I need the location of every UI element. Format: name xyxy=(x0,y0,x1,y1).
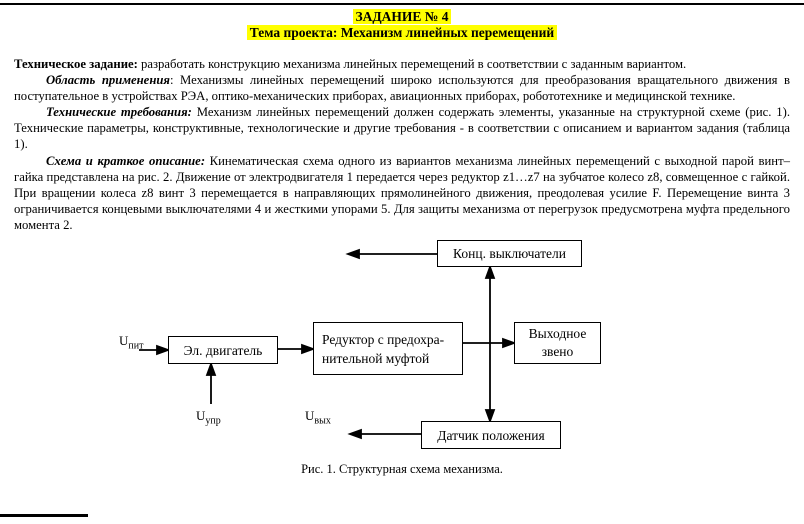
signal-subscript: упр xyxy=(205,415,221,427)
page-subtitle: Тема проекта: Механизм линейных перемещений xyxy=(247,25,557,40)
document-body xyxy=(14,56,790,233)
diagram-box-reducer xyxy=(313,322,463,375)
signal-base: U xyxy=(119,333,129,348)
diagram-box-output-link xyxy=(514,322,601,364)
paragraph-lead: Техническое задание: xyxy=(14,57,138,71)
signal-label-u-upr xyxy=(196,408,221,427)
diagram-box-limit-switches xyxy=(437,240,582,267)
paragraph-text: разработать конструкцию механизма линейных перемещений в соответствии с заданным вариантом. xyxy=(137,57,687,71)
signal-base: U xyxy=(196,408,206,423)
paragraph-lead: Технические требования: xyxy=(46,105,192,120)
box-label: Конц. выключатели xyxy=(453,246,566,261)
paragraph-lead: Схема и краткое описание: xyxy=(46,153,206,168)
paragraph-application-area xyxy=(14,72,790,104)
arrowhead-sensor-to-u-vyh xyxy=(350,430,361,438)
diagram-box-motor xyxy=(168,336,278,364)
box-label: Эл. двигатель xyxy=(183,342,263,358)
signal-subscript: вых xyxy=(314,415,331,427)
signal-label-u-vyh xyxy=(305,408,331,427)
arrowhead-u-upr-to-motor xyxy=(207,364,215,375)
arrowhead-motor-to-reducer xyxy=(302,345,313,353)
title-line xyxy=(0,9,804,25)
box-label-line2: нительной муфтой xyxy=(322,350,430,366)
box-label-line1: Выходное xyxy=(528,326,587,341)
arrowhead-limit-switches-out xyxy=(348,250,359,258)
subtitle-line xyxy=(0,25,804,41)
box-label-line2: звено xyxy=(541,344,574,359)
structure-diagram xyxy=(0,232,804,502)
top-border-line xyxy=(0,3,804,5)
paragraph-text: Механизм линейных перемещений должен содержать элементы, указанные на структурной схеме (рис. 1). Технические параметры, конструктивные, технологические и другие требования - в соответствии с описанием и вариантом задания (таблица 1). xyxy=(14,105,790,152)
paragraph-text: : Механизмы линейных перемещений широко используются для преобразования вращательного движения в поступательное в устройствах РЭА, оптико-механических приборах, авиационных приборах, робототехнике и медицинской технике. xyxy=(14,73,790,104)
arrowhead-u-pit-to-motor xyxy=(157,346,168,354)
box-label: Датчик положения xyxy=(437,427,545,443)
document-header xyxy=(0,0,804,41)
bottom-border-line xyxy=(0,514,88,517)
diagram-box-position-sensor xyxy=(421,421,561,449)
figure-caption: Рис. 1. Структурная схема механизма. xyxy=(301,462,503,476)
arrowhead-reducer-to-output xyxy=(503,339,514,347)
arrowhead-to-position-sensor xyxy=(486,410,494,421)
arrowhead-to-limit-switches xyxy=(486,267,494,278)
paragraph-lead: Область применения xyxy=(46,73,170,88)
paragraph-scheme-description xyxy=(14,153,790,233)
signal-subscript: пит xyxy=(128,340,144,352)
paragraph-technical-task xyxy=(14,56,790,72)
paragraph-text: Кинематическая схема одного из вариантов механизма линейных перемещений с выходной парой винт–гайка представлена на рис. 2. Движение от электродвигателя 1 передается через редуктор z1…z7 на зубчатое колесо z8, совмещенное с гайкой. При вращении колеса z8 винт 3 перемещается в направляющих прямолинейного движения, преодолевая усилие F. Перемещение винта 3 ограничивается концевыми выключателями 4 и жесткими упорами 5. Для защиты механизма от перегрузок предусмотрена муфта предельного момента 2. xyxy=(14,153,790,232)
paragraph-technical-requirements xyxy=(14,104,790,152)
signal-label-u-pit xyxy=(119,333,143,352)
signal-base: U xyxy=(305,408,315,423)
box-label-line1: Редуктор с предохра- xyxy=(322,331,445,347)
page-title: ЗАДАНИЕ № 4 xyxy=(353,9,452,24)
